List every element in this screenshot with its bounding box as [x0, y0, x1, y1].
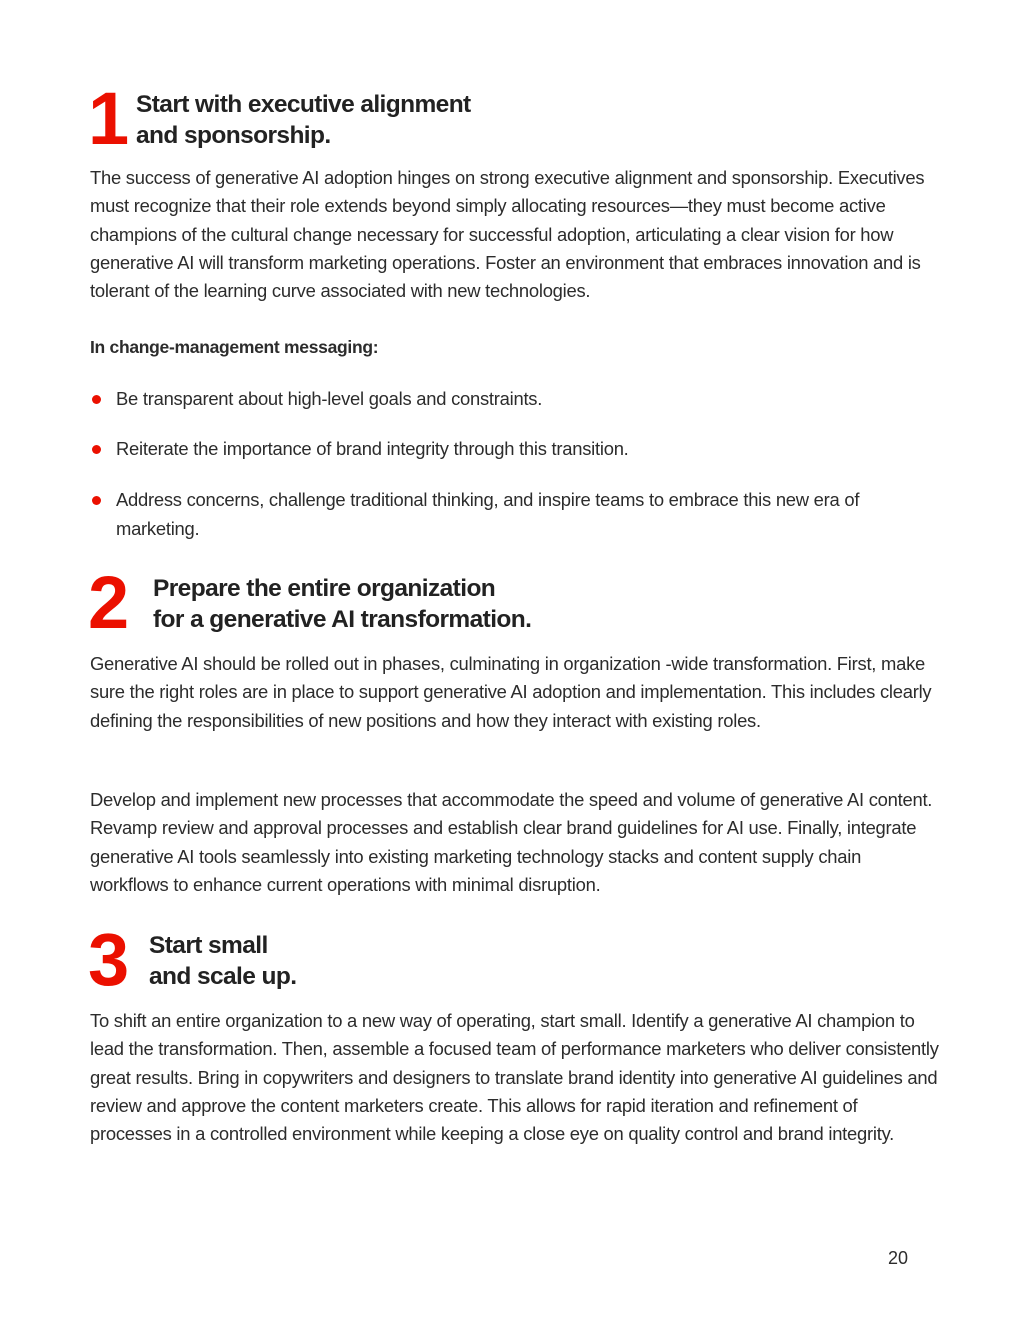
section-3-title-line1: Start small [149, 932, 268, 959]
section-2-paragraph-1: Generative AI should be rolled out in phases, culminating in organization -wide transformation. First, make sure the right roles are in place to support generative AI adoption and implementation. This includes clearly defining the responsibilities of new positions and how they interact with existing roles. [90, 653, 932, 731]
bullet-item [90, 385, 890, 414]
bullet-dot-icon [92, 496, 101, 505]
section-2-title [153, 573, 531, 635]
bullet-text: Be transparent about high-level goals and constraints. [116, 388, 543, 409]
page-number: 20 [888, 1248, 909, 1268]
section-3-title-line2: and scale up. [149, 963, 297, 990]
section-3-paragraph: To shift an entire organization to a new way of operating, start small. Identify a generative AI champion to lead the transformation. Then, assemble a focused team of performance marketers who deliver consistently great results. Bring in copywriters and designers to translate brand identity into generative AI guidelines and review and approve the content marketers create. This allows for rapid iteration and refinement of processes in a controlled environment while keeping a close eye on quality control and brand integrity. [90, 1010, 939, 1145]
section-3-heading [88, 918, 297, 1001]
section-2-paragraph-2: Develop and implement new processes that accommodate the speed and volume of generative AI content. Revamp review and approval processes and establish clear brand guidelines for AI use. Finally, integrate generative AI tools seamlessly into existing marketing technology stacks and content supply chain workflows to enhance current operations with minimal disruption. [90, 789, 933, 895]
section-number-2: 2 [88, 561, 128, 644]
section-number-3: 3 [88, 918, 128, 1001]
bullet-item [90, 486, 870, 543]
section-1-paragraph: The success of generative AI adoption hinges on strong executive alignment and sponsorship. Executives must recognize that their role extends beyond simply allocating resources—they must become active champions of the cultural change necessary for successful adoption, articulating a clear vision for how generative AI will transform marketing operations. Foster an environment that embraces innovation and is tolerant of the learning curve associated with new technologies. [90, 167, 925, 302]
change-management-subheading: In change-management messaging: [90, 337, 379, 357]
section-3-title [149, 930, 296, 992]
section-1-title-line1: Start with executive alignment [136, 91, 471, 118]
bullet-text: Address concerns, challenge traditional thinking, and inspire teams to embrace this new era of marketing. [116, 489, 860, 539]
section-2-heading [88, 561, 532, 644]
section-number-1: 1 [88, 77, 128, 160]
section-1-heading [88, 77, 471, 160]
section-2-title-line1: Prepare the entire organization [153, 575, 496, 602]
bullet-text: Reiterate the importance of brand integrity through this transition. [116, 438, 629, 459]
bullet-item [90, 435, 890, 464]
bullet-dot-icon [92, 395, 101, 404]
bullet-dot-icon [92, 445, 101, 454]
section-1-title-line2: and sponsorship. [136, 122, 331, 149]
section-1-title [136, 89, 471, 151]
section-2-title-line2: for a generative AI transformation. [153, 606, 532, 633]
